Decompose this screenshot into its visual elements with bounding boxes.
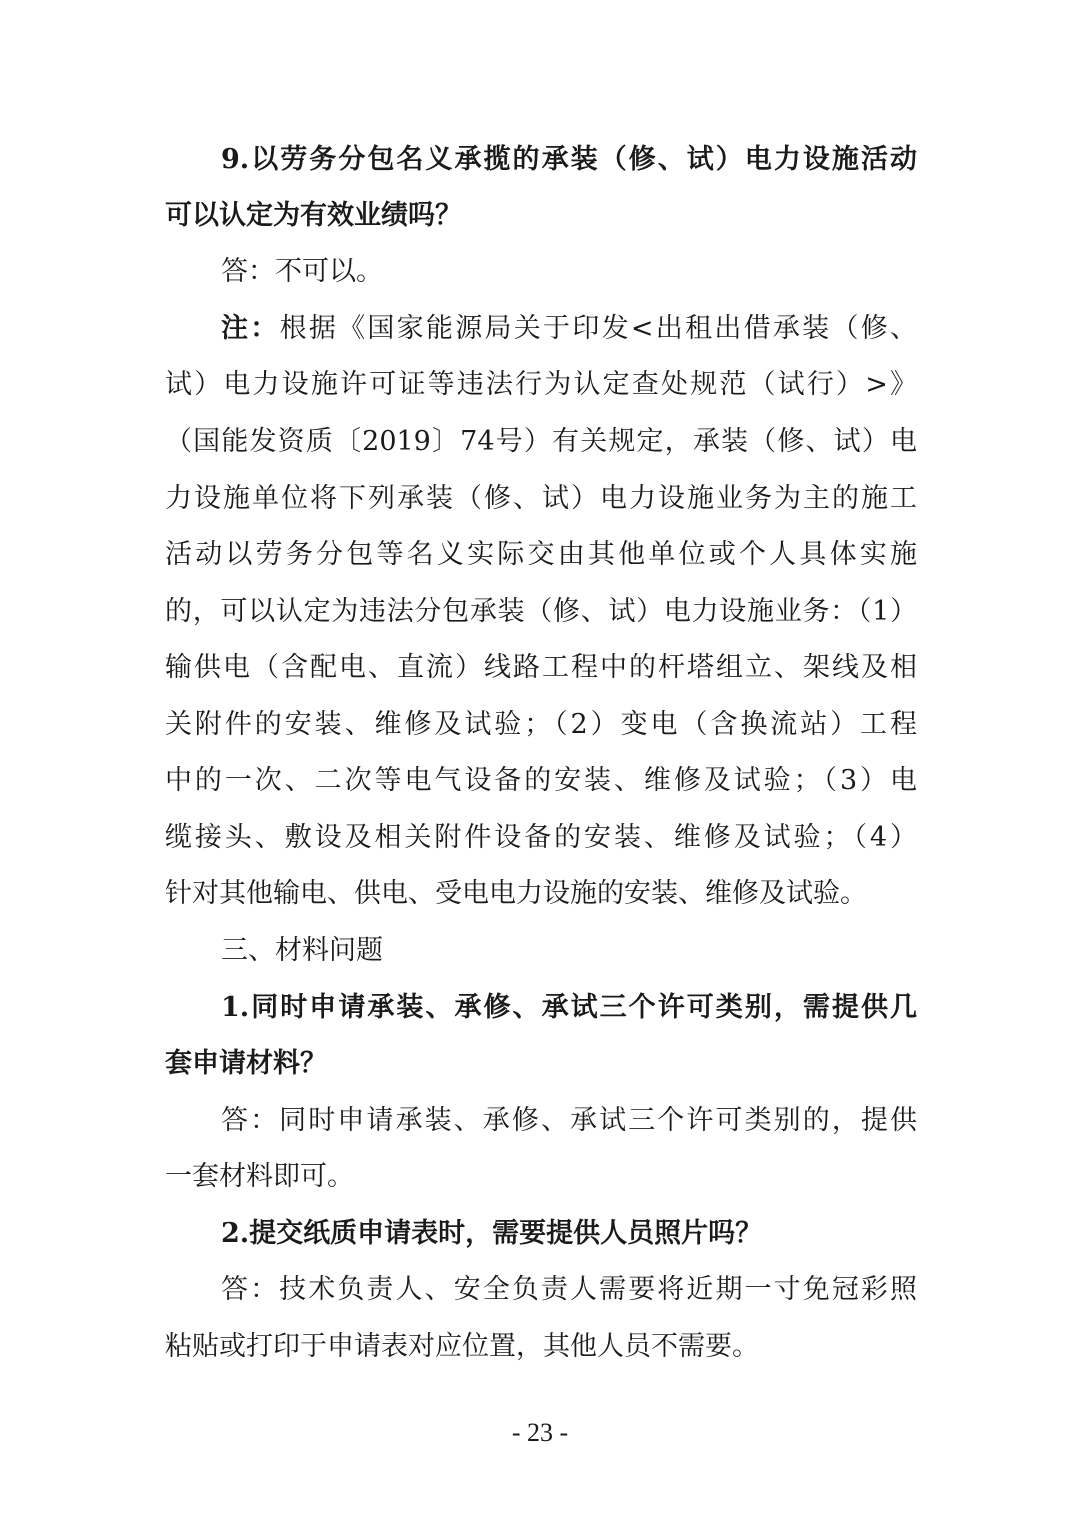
- note-line-7: 输供电（含配电、直流）线路工程中的杆塔组立、架线及相: [165, 652, 917, 683]
- question-2: 2.提交纸质申请表时，需要提供人员照片吗？: [221, 1218, 763, 1249]
- note-line-2: 试）电力设施许可证等违法行为认定查处规范（试行）>》: [165, 369, 917, 400]
- answer-1-line-2: 一套材料即可。: [165, 1161, 354, 1192]
- note-line-3: （国能发资质〔2019〕74号）有关规定，承装（修、试）电: [165, 426, 917, 457]
- note-line-1: [221, 309, 917, 349]
- page-number: - 23 -: [511, 1418, 569, 1447]
- note-line-4: 力设施单位将下列承装（修、试）电力设施业务为主的施工: [165, 483, 917, 514]
- answer-9: 答：不可以。: [221, 256, 383, 287]
- note-line-8: 关附件的安装、维修及试验；（2）变电（含换流站）工程: [165, 709, 917, 740]
- note-label: 注：: [221, 313, 280, 344]
- question-9-line-1: 9.以劳务分包名义承揽的承装（修、试）电力设施活动: [221, 144, 917, 175]
- answer-2-line-1: 答：技术负责人、安全负责人需要将近期一寸免冠彩照: [221, 1274, 917, 1305]
- question-9-line-2: 可以认定为有效业绩吗？: [165, 200, 462, 231]
- note-line-9: 中的一次、二次等电气设备的安装、维修及试验；（3）电: [165, 765, 917, 796]
- question-1-line-1: 1.同时申请承装、承修、承试三个许可类别，需提供几: [221, 992, 917, 1023]
- note-text-start: 根据《国家能源局关于印发<出租出借承装（修、: [279, 313, 917, 344]
- question-1-line-2: 套申请材料？: [165, 1048, 327, 1079]
- section-heading: 三、材料问题: [221, 935, 383, 966]
- note-line-11: 针对其他输电、供电、受电电力设施的安装、维修及试验。: [165, 878, 867, 909]
- note-line-6: 的，可以认定为违法分包承装（修、试）电力设施业务：（1）: [165, 596, 917, 627]
- note-line-5: 活动以劳务分包等名义实际交由其他单位或个人具体实施: [165, 539, 917, 570]
- answer-2-line-2: 粘贴或打印于申请表对应位置，其他人员不需要。: [165, 1331, 759, 1362]
- answer-1-line-1: 答：同时申请承装、承修、承试三个许可类别的，提供: [221, 1105, 917, 1136]
- note-line-10: 缆接头、敷设及相关附件设备的安装、维修及试验；（4）: [165, 822, 917, 853]
